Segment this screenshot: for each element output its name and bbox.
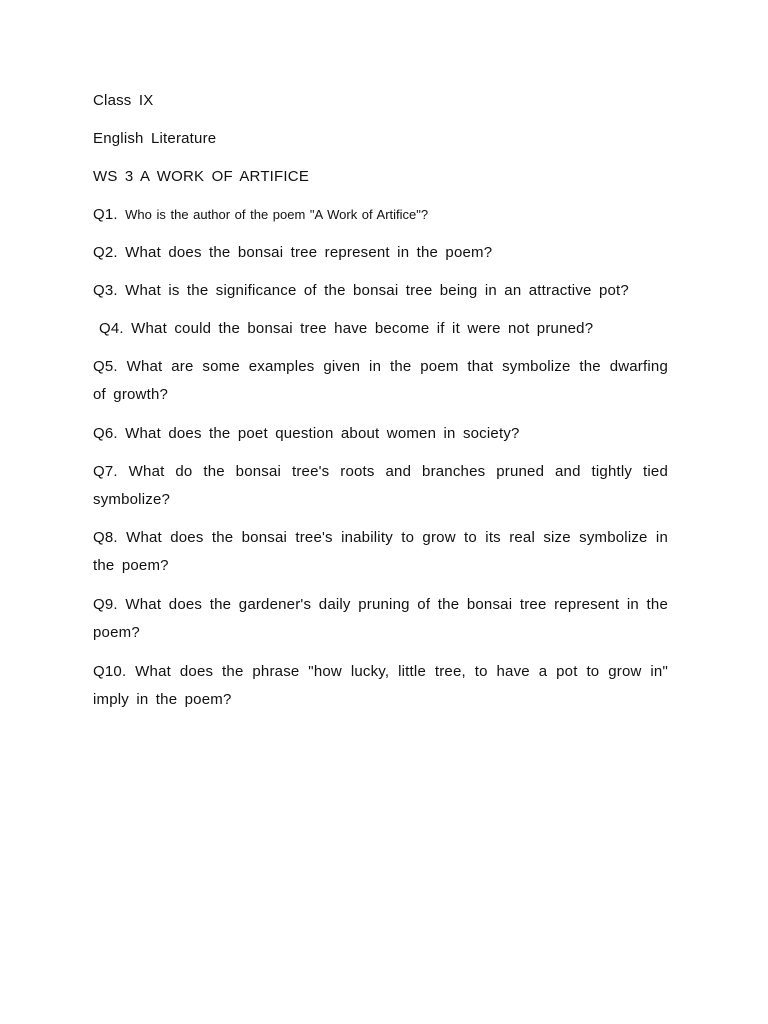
worksheet-title: WS 3 A WORK OF ARTIFICE [93, 168, 310, 185]
question-5: Q5. What are some examples given in the poem that symbolize the dwarfing of growth? [93, 358, 668, 403]
class-line: Class IX [93, 92, 154, 109]
question-2: Q2. What does the bonsai tree represent in the poem? [93, 244, 493, 261]
question-1-text: Who is the author of the poem "A Work of Artifice"? [125, 207, 429, 222]
question-6: Q6. What does the poet question about women in society? [93, 425, 520, 442]
question-4: Q4. What could the bonsai tree have become if it were not pruned? [99, 320, 594, 337]
question-1-number: Q1. [93, 206, 118, 223]
question-9: Q9. What does the gardener's daily pruning of the bonsai tree represent in the poem? [93, 596, 668, 641]
subject-line: English Literature [93, 130, 217, 147]
question-1 [93, 205, 673, 225]
question-8: Q8. What does the bonsai tree's inability to grow to its real size symbolize in the poem? [93, 529, 668, 574]
question-3: Q3. What is the significance of the bonsai tree being in an attractive pot? [93, 282, 629, 299]
question-7: Q7. What do the bonsai tree's roots and branches pruned and tightly tied symbolize? [93, 463, 668, 508]
question-10: Q10. What does the phrase "how lucky, little tree, to have a pot to grow in" imply in the poem? [93, 663, 668, 708]
